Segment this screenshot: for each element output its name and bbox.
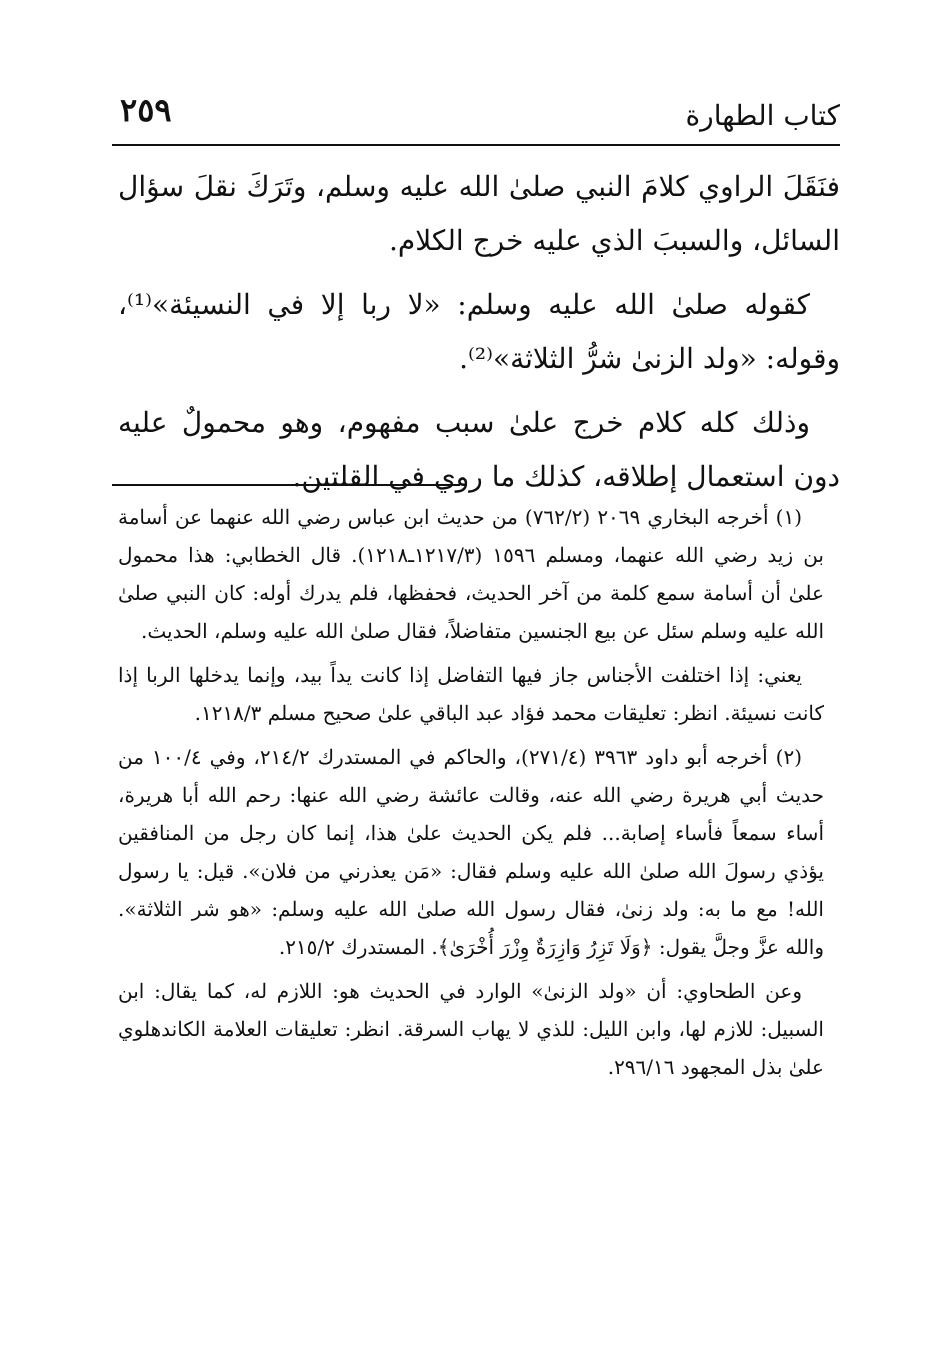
main-paragraph-2: كقوله صلىٰ الله عليه وسلم: «لا ربا إلا في النسيئة»⁽¹⁾، وقوله: «ولد الزنىٰ شرُّ الثلاثة»⁽²⁾. <box>118 288 840 375</box>
page-number: ٢٥٩ <box>120 91 172 129</box>
footnote-1: (١) أخرجه البخاري ٢٠٦٩ (٧٦٢/٢) من حديث ابن عباس رضي الله عنهما عن أسامة بن زيد رضي الله عنهما، ومسلم ١٥٩٦ (١٢١٧/٣ـ١٢١٨). قال الخطابي: هذا محمول علىٰ أن أسامة سمع كلمة من آخر الحديث، فحفظها، فلم يدرك أوله: كان النبي صلىٰ الله عليه وسلم سئل عن بيع الجنسين متفاضلاً، فقال صلىٰ الله عليه وسلم، الحديث. <box>118 505 824 643</box>
page-header <box>112 86 840 146</box>
footnotes <box>118 498 824 1092</box>
chapter-title: كتاب الطهارة <box>685 99 840 132</box>
footnote-2-continuation: وعن الطحاوي: أن «ولد الزنىٰ» الوارد في الحديث هو: اللازم له، كما يقال: ابن السبيل: للازم لها، وابن الليل: للذي لا يهاب السرقة. انظر: تعليقات العلامة الكاندهلوي علىٰ بذل المجهود ٢٩٦/١٦. <box>118 979 824 1079</box>
footnote-separator <box>112 484 460 486</box>
main-text <box>118 160 840 514</box>
main-paragraph-3: وذلك كله كلام خرج علىٰ سبب مفهوم، وهو محمولٌ عليه دون استعمال إطلاقه، كذلك ما روي في القلتين. <box>118 406 840 493</box>
footnote-2: (٢) أخرجه أبو داود ٣٩٦٣ (٢٧١/٤)، والحاكم في المستدرك ٢١٤/٢، وفي ١٠٠/٤ من حديث أبي هريرة رضي الله عنه، وقالت عائشة رضي الله عنها: رحم الله أبا هريرة، أساء سمعاً فأساء إصابة... فلم يكن الحديث علىٰ هذا، إنما كان رجل من المنافقين يؤذي رسولَ الله صلىٰ الله عليه وسلم فقال: «مَن يعذرني من فلان». قيل: يا رسول الله! مع ما به: ولد زنىٰ، فقال رسول الله صلىٰ الله عليه وسلم: «هو شر الثلاثة». والله عزَّ وجلَّ يقول: ﴿وَلَا تَزِرُ وَازِرَةٌ وِزْرَ أُخْرَىٰ﴾. المستدرك ٢١٥/٢. <box>118 745 824 959</box>
footnote-1-continuation: يعني: إذا اختلفت الأجناس جاز فيها التفاضل إذا كانت يداً بيد، وإنما يدخلها الربا إذا كانت نسيئة. انظر: تعليقات محمد فؤاد عبد الباقي علىٰ صحيح مسلم ١٢١٨/٣. <box>118 663 824 725</box>
main-paragraph-1: فنَقَلَ الراوي كلامَ النبي صلىٰ الله عليه وسلم، وتَرَكَ نقلَ سؤال السائل، والسببَ الذي عليه خرج الكلام. <box>118 170 840 257</box>
